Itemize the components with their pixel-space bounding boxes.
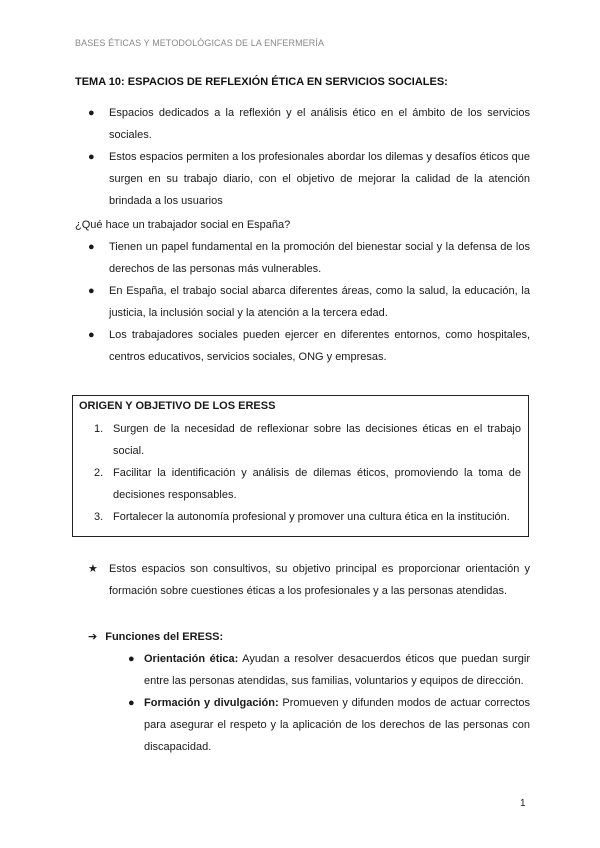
list-item: [75, 324, 530, 368]
running-header: BASES ÉTICAS Y METODOLÓGICAS DE LA ENFERMERÍA: [75, 38, 325, 48]
list-number: 2.: [94, 467, 104, 479]
functions-list: [110, 648, 530, 758]
list-item: [110, 648, 530, 692]
list-item: [75, 280, 530, 324]
bullet-icon: ●: [128, 697, 135, 709]
list-item-text: Espacios dedicados a la reflexión y el análisis ético en el ámbito de los servicios sociales.: [109, 107, 530, 141]
origin-objective-box: [72, 395, 529, 537]
list-item: [75, 558, 530, 602]
function-label: Formación y divulgación:: [144, 697, 279, 709]
bullet-icon: ●: [88, 241, 95, 253]
question-heading: ¿Qué hace un trabajador social en España?: [75, 219, 291, 231]
bullet-icon: ●: [88, 329, 95, 341]
list-item-text: Fortalecer la autonomía profesional y promover una cultura ética en la institución.: [113, 511, 510, 523]
bullet-icon: ●: [88, 285, 95, 297]
list-item: [110, 692, 530, 758]
list-item-text: Facilitar la identificación y análisis de dilemas éticos, promoviendo la toma de decisiones responsables.: [113, 467, 521, 501]
list-number: 3.: [94, 511, 104, 523]
bullet-icon: ●: [128, 653, 135, 665]
list-item: [76, 418, 521, 462]
list-item: [75, 236, 530, 280]
function-label: Orientación ética:: [144, 653, 239, 665]
bullet-icon: ●: [88, 107, 95, 119]
functions-heading: [88, 626, 223, 648]
list-item: [76, 506, 521, 528]
function-text: Ayudan a resolver desacuerdos éticos que puedan surgir entre las personas atendidas, sus familias, voluntarios y equipos de dirección.: [144, 653, 531, 687]
arrow-right-icon: ➔: [88, 631, 98, 643]
functions-heading-text: Funciones del ERESS:: [105, 631, 224, 643]
star-note-text: Estos espacios son consultivos, su objetivo principal es proporcionar orientación y formación sobre cuestiones éticas a los profesionales y a las personas atendidas.: [109, 563, 530, 597]
list-item: [75, 102, 530, 146]
intro-bullet-list: [75, 102, 530, 212]
page-number: 1: [520, 798, 526, 809]
list-item-text: Surgen de la necesidad de reflexionar sobre las decisiones éticas en el trabajo social.: [113, 423, 521, 457]
page-title: TEMA 10: ESPACIOS DE REFLEXIÓN ÉTICA EN SERVICIOS SOCIALES:: [75, 76, 448, 88]
star-icon: ★: [88, 563, 98, 575]
bullet-icon: ●: [88, 151, 95, 163]
list-item-text: En España, el trabajo social abarca diferentes áreas, como la salud, la educación, la justicia, la inclusión social y la atención a la tercera edad.: [109, 285, 530, 319]
list-item-text: Tienen un papel fundamental en la promoción del bienestar social y la defensa de los derechos de las personas más vulnerables.: [109, 241, 530, 275]
social-work-bullet-list: [75, 236, 530, 368]
star-note: [75, 558, 530, 602]
list-item: [75, 146, 530, 212]
list-item-text: Los trabajadores sociales pueden ejercer en diferentes entornos, como hospitales, centros educativos, servicios sociales, ONG y empresas.: [109, 329, 530, 363]
box-title: ORIGEN Y OBJETIVO DE LOS ERESS: [79, 400, 276, 412]
list-number: 1.: [94, 423, 104, 435]
list-item: [76, 462, 521, 506]
numbered-list: [76, 418, 521, 528]
list-item-text: Estos espacios permiten a los profesionales abordar los dilemas y desafíos éticos que surgen en su trabajo diario, con el objetivo de mejorar la calidad de la atención brindada a los usuarios: [109, 151, 530, 207]
function-text: Promueven y difunden modos de actuar correctos para asegurar el respeto y la aplicación de los derechos de las personas con discapacidad.: [144, 697, 530, 753]
